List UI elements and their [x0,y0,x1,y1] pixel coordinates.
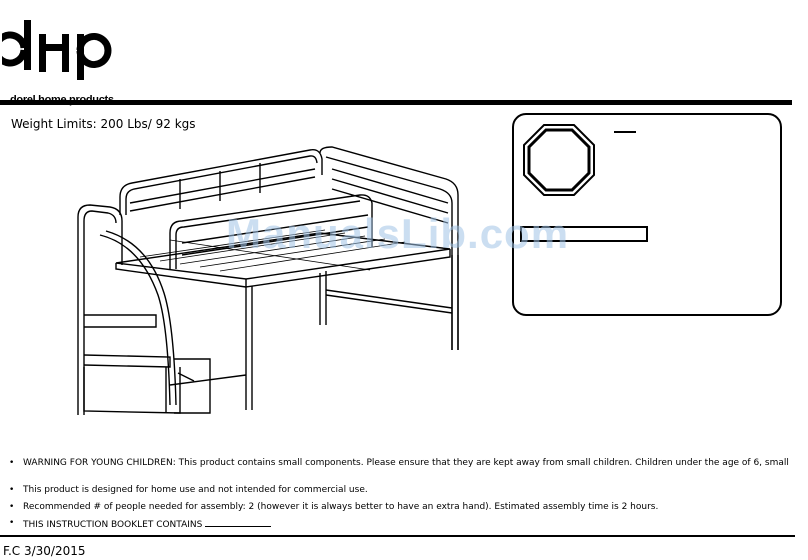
note-booklet-text: THIS INSTRUCTION BOOKLET CONTAINS [23,520,203,530]
bullet-icon: • [9,458,15,468]
loft-bed-illustration [70,145,470,420]
footer-code: F.C 3/30/2015 [3,544,86,558]
hardware-dash [614,131,636,133]
blank-line [205,518,271,527]
note-warning: WARNING FOR YOUNG CHILDREN: This product contains small components. Please ensure that they are kept away from small children. Children under the age of 6, small [23,458,789,468]
note-assembly: Recommended # of people needed for assembly: 2 (however it is always better to have an extra hand). Estimated assembly time is 2 hours. [23,502,659,512]
bullet-icon: • [9,518,15,528]
stop-sign-icon [522,123,596,197]
dhp-logo-graphic [2,14,122,80]
watermark: ManualsLib.com [226,210,570,257]
footer-rule [0,535,795,537]
bullet-icon: • [9,502,15,512]
brand-logo [2,14,132,94]
header-rule [0,100,792,105]
note-home-use: This product is designed for home use and not intended for commercial use. [23,485,368,495]
bullet-icon: • [9,485,15,495]
note-booklet [23,518,271,530]
weight-limits: Weight Limits: 200 Lbs/ 92 kgs [11,117,196,131]
